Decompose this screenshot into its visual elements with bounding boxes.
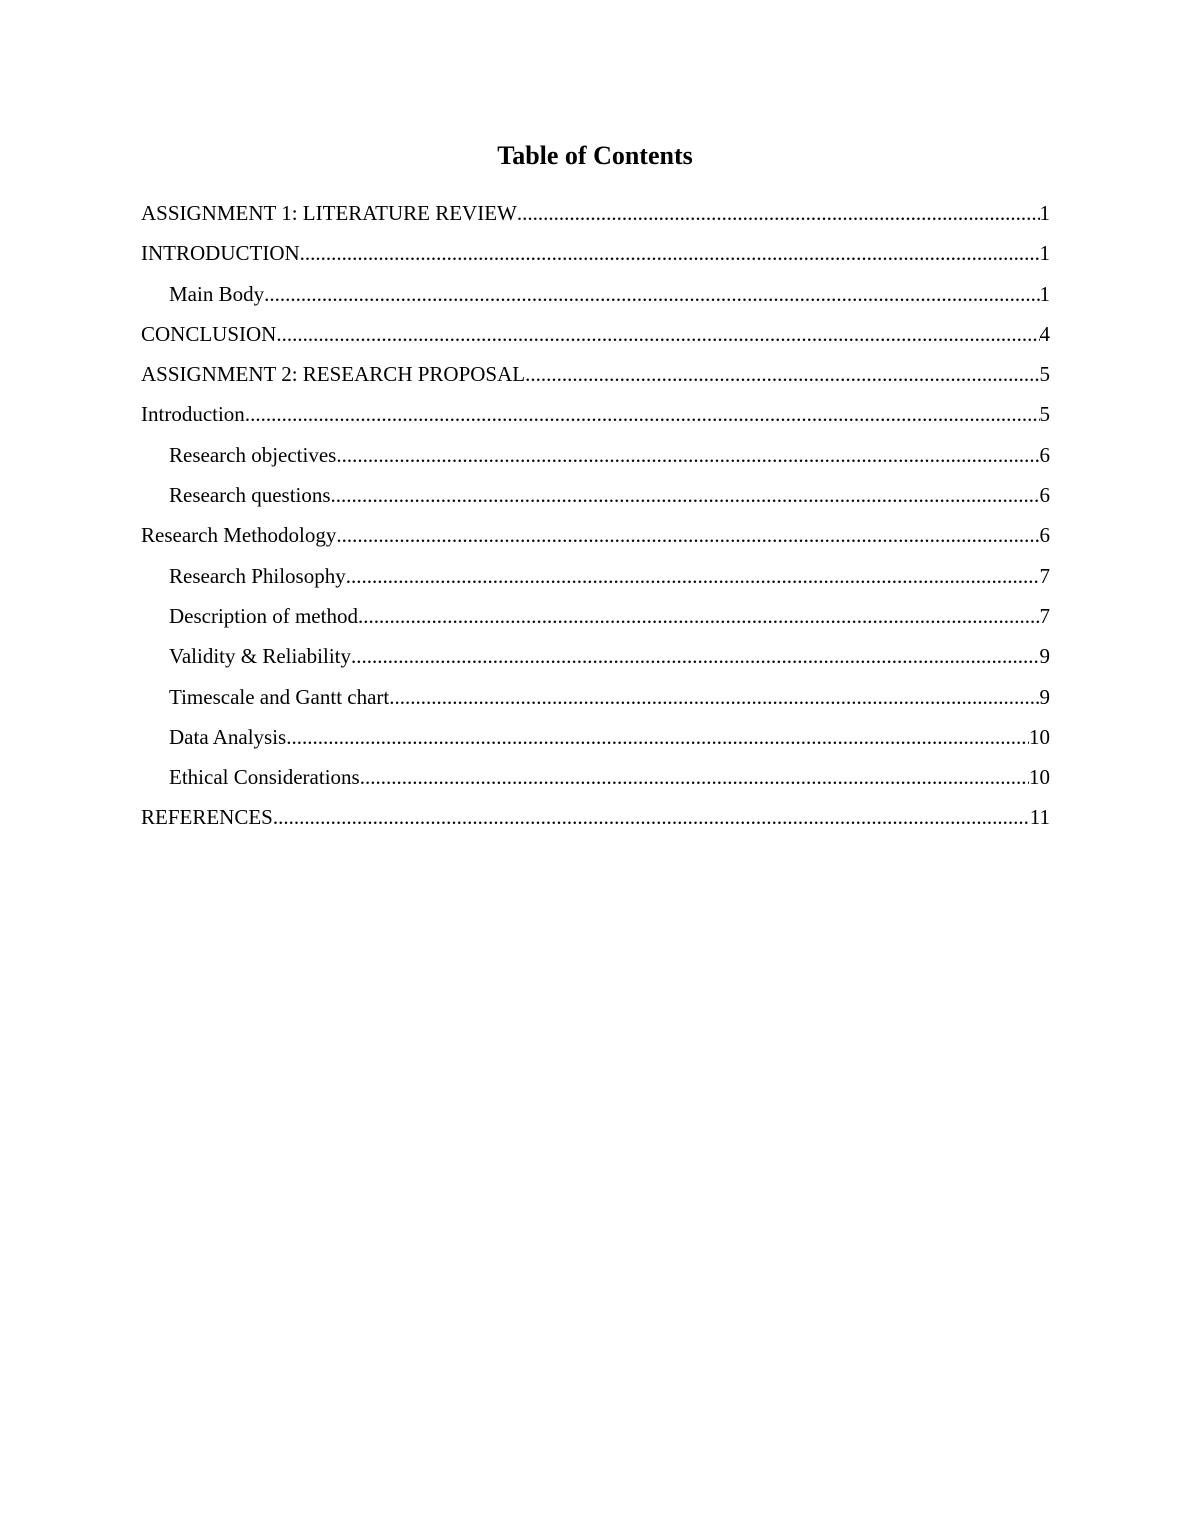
toc-entry-label: Data Analysis bbox=[169, 724, 287, 749]
dot-leader bbox=[525, 359, 1039, 389]
toc-entry-label: INTRODUCTION bbox=[141, 241, 300, 266]
toc-entry-page: 7 bbox=[1039, 563, 1050, 588]
toc-entry-label: Main Body bbox=[169, 281, 265, 306]
toc-entry-page: 11 bbox=[1029, 805, 1050, 830]
toc-title: Table of Contents bbox=[497, 141, 693, 170]
dot-leader bbox=[360, 762, 1029, 792]
toc-entry-conclusion[interactable] bbox=[141, 319, 1050, 359]
toc-entry-research-objectives[interactable] bbox=[141, 440, 1050, 480]
toc-entry-timescale-gantt[interactable] bbox=[141, 682, 1050, 722]
toc-entry-validity-reliability[interactable] bbox=[141, 641, 1050, 681]
toc-entry-page: 9 bbox=[1039, 684, 1050, 709]
dot-leader bbox=[389, 682, 1039, 712]
dot-leader bbox=[358, 601, 1040, 631]
toc-entry-label: Research Methodology bbox=[141, 523, 337, 548]
dot-leader bbox=[336, 520, 1039, 550]
dot-leader bbox=[517, 198, 1040, 228]
dot-leader bbox=[346, 561, 1040, 591]
toc-entry-page: 10 bbox=[1029, 724, 1050, 749]
toc-entry-page: 9 bbox=[1039, 644, 1050, 669]
toc-entry-page: 6 bbox=[1039, 483, 1050, 508]
dot-leader bbox=[331, 480, 1040, 510]
dot-leader bbox=[273, 802, 1030, 832]
toc-entry-page: 1 bbox=[1039, 201, 1050, 225]
toc-entry-label: Timescale and Gantt chart bbox=[169, 684, 390, 709]
toc-entry-research-methodology[interactable] bbox=[141, 520, 1050, 560]
toc-list bbox=[141, 198, 1050, 843]
toc-entry-page: 7 bbox=[1039, 603, 1050, 628]
toc-entry-page: 5 bbox=[1039, 402, 1050, 427]
toc-entry-page: 10 bbox=[1029, 765, 1050, 790]
dot-leader bbox=[351, 641, 1040, 671]
toc-entry-label: Research questions bbox=[169, 483, 331, 508]
toc-entry-introduction-2[interactable] bbox=[141, 399, 1050, 439]
toc-entry-page: 1 bbox=[1039, 281, 1050, 306]
dot-leader bbox=[286, 722, 1029, 752]
toc-entry-research-philosophy[interactable] bbox=[141, 561, 1050, 601]
toc-entry-page: 6 bbox=[1039, 523, 1050, 548]
toc-entry-references[interactable] bbox=[141, 802, 1050, 842]
toc-entry-label: Introduction bbox=[141, 402, 245, 427]
toc-entry-introduction[interactable] bbox=[141, 238, 1050, 278]
toc-entry-page: 5 bbox=[1039, 362, 1050, 387]
toc-entry-label: Research objectives bbox=[169, 442, 337, 467]
dot-leader bbox=[276, 319, 1039, 349]
toc-entry-label: Ethical Considerations bbox=[169, 765, 360, 790]
dot-leader bbox=[336, 440, 1039, 470]
toc-entry-assignment-2[interactable] bbox=[141, 359, 1050, 399]
toc-entry-label: Validity & Reliability bbox=[169, 644, 351, 669]
toc-entry-label: ASSIGNMENT 1: LITERATURE REVIEW bbox=[141, 201, 517, 225]
toc-entry-page: 4 bbox=[1039, 321, 1050, 346]
toc-entry-page: 6 bbox=[1039, 442, 1050, 467]
toc-entry-assignment-1[interactable] bbox=[141, 198, 1050, 238]
toc-entry-label: Description of method bbox=[169, 603, 358, 628]
toc-entry-page: 1 bbox=[1039, 241, 1050, 266]
toc-entry-ethical-considerations[interactable] bbox=[141, 762, 1050, 802]
toc-entry-data-analysis[interactable] bbox=[141, 722, 1050, 762]
dot-leader bbox=[245, 399, 1040, 429]
toc-entry-main-body[interactable] bbox=[141, 279, 1050, 319]
toc-entry-description-of-method[interactable] bbox=[141, 601, 1050, 641]
dot-leader bbox=[264, 279, 1039, 309]
toc-entry-label: Research Philosophy bbox=[169, 563, 346, 588]
toc-entry-label: CONCLUSION bbox=[141, 321, 277, 346]
toc-entry-label: REFERENCES bbox=[141, 805, 273, 830]
toc-entry-research-questions[interactable] bbox=[141, 480, 1050, 520]
dot-leader bbox=[300, 238, 1040, 268]
toc-entry-label: ASSIGNMENT 2: RESEARCH PROPOSAL bbox=[141, 362, 526, 387]
